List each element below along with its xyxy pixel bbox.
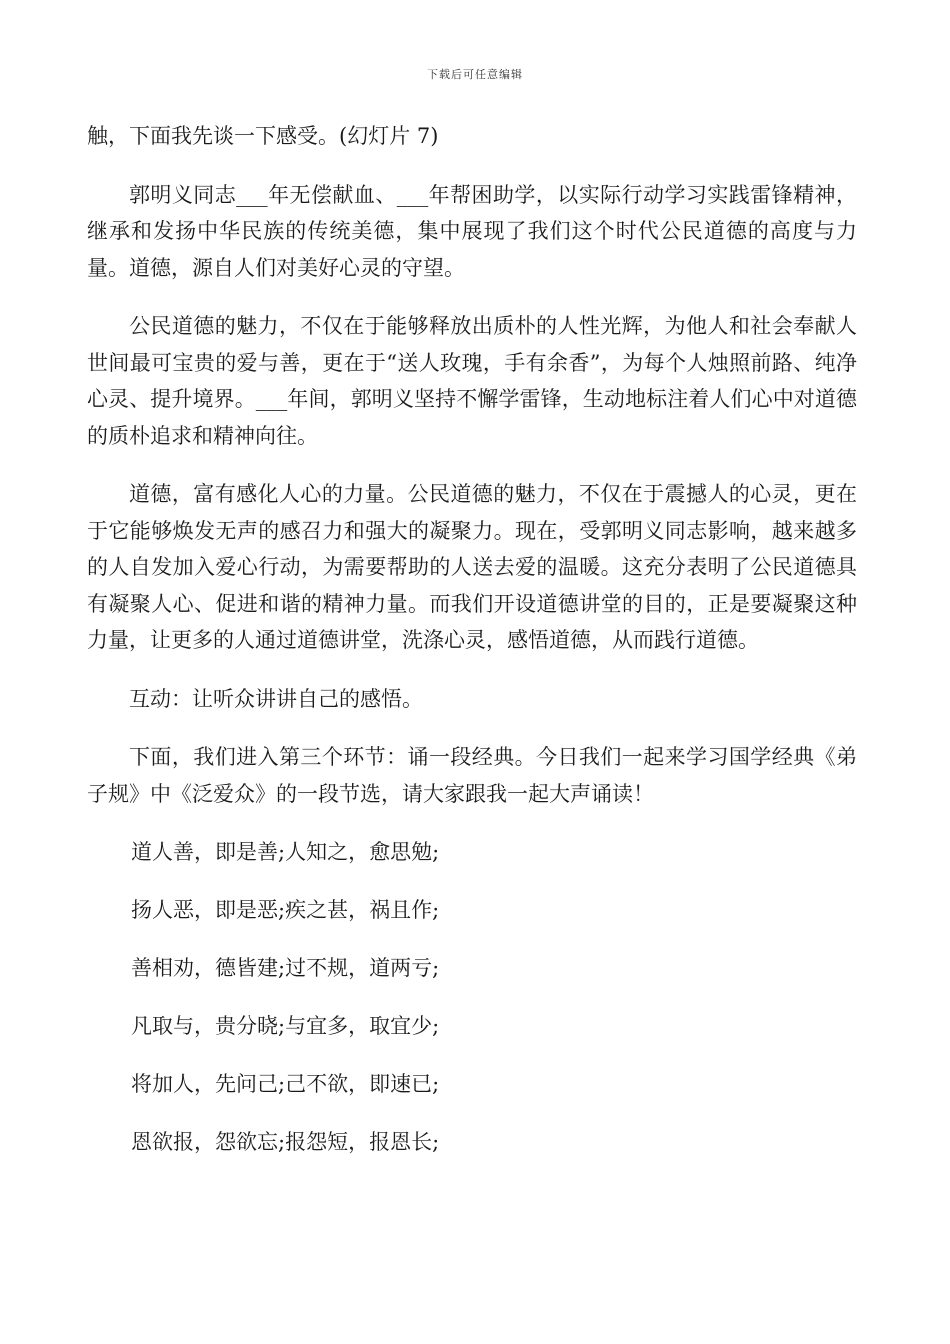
paragraph-4: 道德，富有感化人心的力量。公民道德的魅力，不仅在于震撼人的心灵，更在于它能够焕发无声的感召力和强大的凝聚力。现在，受郭明义同志影响，越来越多的人自发加入爱心行动，为需要帮助的人送去爱的温暖。这充分表明了公民道德具有凝聚人心、促进和谐的精神力量。而我们开设道德讲堂的目的，正是要凝聚这种力量，让更多的人通过道德讲堂，洗涤心灵，感悟道德，从而践行道德。 (87, 482, 857, 652)
verse-line-1: 道人善，即是善;人知之，愈思勉; (131, 840, 440, 864)
paragraph-6: 下面，我们进入第三个环节：诵一段经典。今日我们一起来学习国学经典《弟子规》中《泛爱众》的一段节选，请大家跟我一起大声诵读！ (87, 745, 857, 806)
paragraph-1: 触，下面我先谈一下感受。(幻灯片 7) (87, 124, 439, 148)
verse-line-3: 善相劝，德皆建;过不规，道两亏; (131, 956, 440, 980)
paragraph-2: 郭明义同志___年无偿献血、___年帮困助学，以实际行动学习实践雷锋精神，继承和发扬中华民族的传统美德，集中展现了我们这个时代公民道德的高度与力量。道德，源自人们对美好心灵的守望。 (87, 182, 857, 280)
paragraph-3: 公民道德的魅力，不仅在于能够释放出质朴的人性光辉，为他人和社会奉献人世间最可宝贵的爱与善，更在于“送人玫瑰，手有余香”，为每个人烛照前路、纯净心灵、提升境界。___年间，郭明义坚持不懈学雷锋，生动地标注着人们心中对道德的质朴追求和精神向往。 (87, 314, 857, 448)
verse-line-5: 将加人，先问己;己不欲，即速已; (131, 1072, 440, 1096)
verse-line-2: 扬人恶，即是恶;疾之甚，祸且作; (131, 898, 440, 922)
verse-line-6: 恩欲报，怨欲忘;报怨短，报恩长; (131, 1130, 440, 1154)
paragraph-5: 互动：让听众讲讲自己的感悟。 (129, 686, 423, 711)
document-body (87, 118, 857, 1160)
verse-line-4: 凡取与，贵分晓;与宜多，取宜少; (131, 1014, 440, 1038)
page-header: 下载后可任意编辑 (427, 68, 523, 81)
